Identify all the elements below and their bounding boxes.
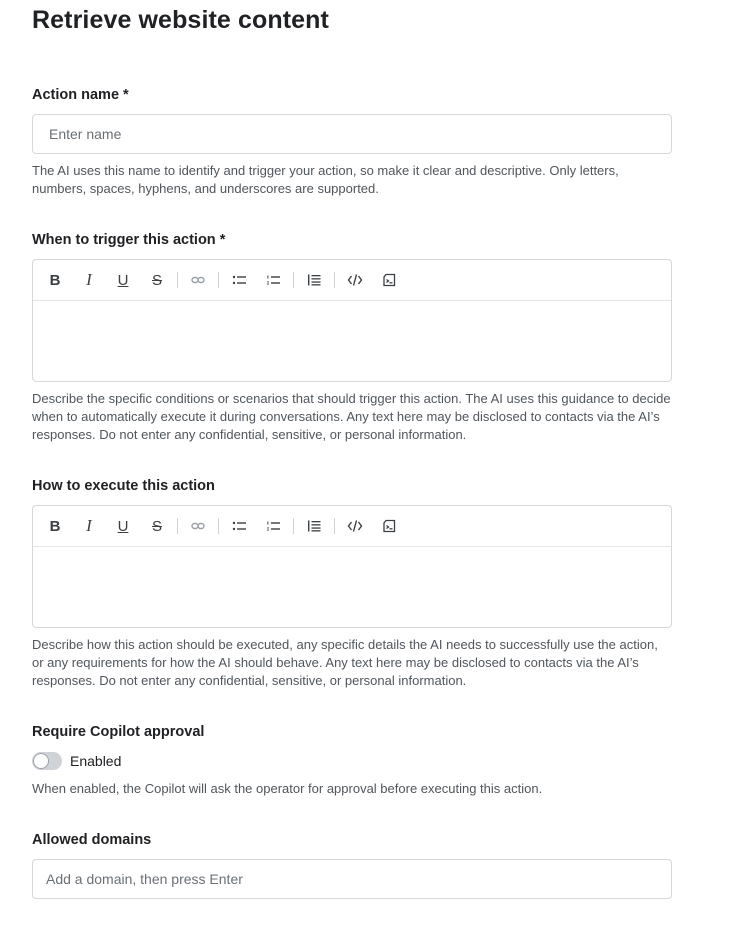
execute-textarea[interactable] (33, 547, 671, 627)
action-name-label: Action name * (32, 87, 129, 103)
trigger-toolbar (33, 260, 671, 301)
code-button[interactable] (338, 512, 372, 540)
trigger-textarea[interactable] (33, 301, 671, 381)
bullet-list-button[interactable] (222, 266, 256, 294)
strikethrough-icon: S (151, 517, 162, 535)
italic-button[interactable] (72, 512, 106, 540)
strikethrough-button[interactable] (140, 266, 174, 294)
italic-button[interactable] (72, 266, 106, 294)
strikethrough-button[interactable] (140, 512, 174, 540)
toolbar-divider (293, 518, 294, 534)
numbered-list-icon (266, 273, 281, 287)
toggle-knob (33, 753, 49, 769)
execute-label: How to execute this action (32, 478, 215, 494)
execute-editor (32, 505, 672, 628)
toolbar-divider (218, 518, 219, 534)
underline-button[interactable] (106, 266, 140, 294)
toolbar-divider (293, 272, 294, 288)
numbered-list-button[interactable] (256, 512, 290, 540)
execute-help: Describe how this action should be executed, any specific details the AI needs to successfully use the action, or any requirements for how the AI should behave. Any text here may be disclosed to contacts via the AI’s responses. Do not enter any confidential, sensitive, or personal information. (32, 637, 658, 688)
action-name-help: The AI uses this name to identify and trigger your action, so make it clear and descriptive. Only letters, numbers, spaces, hyphens, and underscores are supported. (32, 163, 619, 196)
blockquote-icon (307, 273, 322, 287)
blockquote-button[interactable] (297, 512, 331, 540)
code-icon (347, 273, 363, 287)
blockquote-button[interactable] (297, 266, 331, 294)
trigger-help: Describe the specific conditions or scenarios that should trigger this action. The AI uses this guidance to decide when to automatically execute it during conversations. Any text here may be disclosed to contacts via the AI’s responses. Do not enter any confidential, sensitive, or personal information. (32, 391, 671, 442)
code-icon (347, 519, 363, 533)
execute-toolbar (33, 506, 671, 547)
code-button[interactable] (338, 266, 372, 294)
trigger-label: When to trigger this action * (32, 232, 226, 248)
italic-icon: I (86, 270, 92, 289)
bullet-list-icon (232, 519, 247, 533)
page-title: Retrieve website content (32, 6, 329, 34)
variable-button[interactable] (372, 512, 406, 540)
toolbar-divider (177, 518, 178, 534)
underline-icon: U (117, 517, 129, 535)
strikethrough-icon: S (151, 271, 162, 289)
bullet-list-button[interactable] (222, 512, 256, 540)
toolbar-divider (177, 272, 178, 288)
variable-icon (382, 519, 397, 533)
numbered-list-icon (266, 519, 281, 533)
link-button[interactable] (181, 266, 215, 294)
underline-button[interactable] (106, 512, 140, 540)
approval-toggle-row (32, 752, 121, 770)
domains-label: Allowed domains (32, 832, 152, 848)
bold-icon: B (49, 517, 61, 535)
numbered-list-button[interactable] (256, 266, 290, 294)
bullet-list-icon (232, 273, 247, 287)
approval-label: Require Copilot approval (32, 724, 205, 740)
blockquote-icon (307, 519, 322, 533)
link-button[interactable] (181, 512, 215, 540)
toolbar-divider (334, 518, 335, 534)
domains-input[interactable] (32, 859, 672, 899)
bold-icon: B (49, 271, 61, 289)
approval-toggle-label: Enabled (70, 753, 122, 769)
trigger-editor (32, 259, 672, 382)
variable-icon (382, 273, 397, 287)
toolbar-divider (218, 272, 219, 288)
action-name-input[interactable] (32, 114, 672, 154)
approval-toggle[interactable] (32, 752, 62, 770)
link-icon (191, 273, 205, 287)
bold-button[interactable] (38, 266, 72, 294)
link-icon (191, 519, 205, 533)
toolbar-divider (334, 272, 335, 288)
variable-button[interactable] (372, 266, 406, 294)
bold-button[interactable] (38, 512, 72, 540)
approval-help: When enabled, the Copilot will ask the operator for approval before executing this action. (32, 781, 543, 796)
underline-icon: U (117, 271, 129, 289)
italic-icon: I (86, 516, 92, 535)
